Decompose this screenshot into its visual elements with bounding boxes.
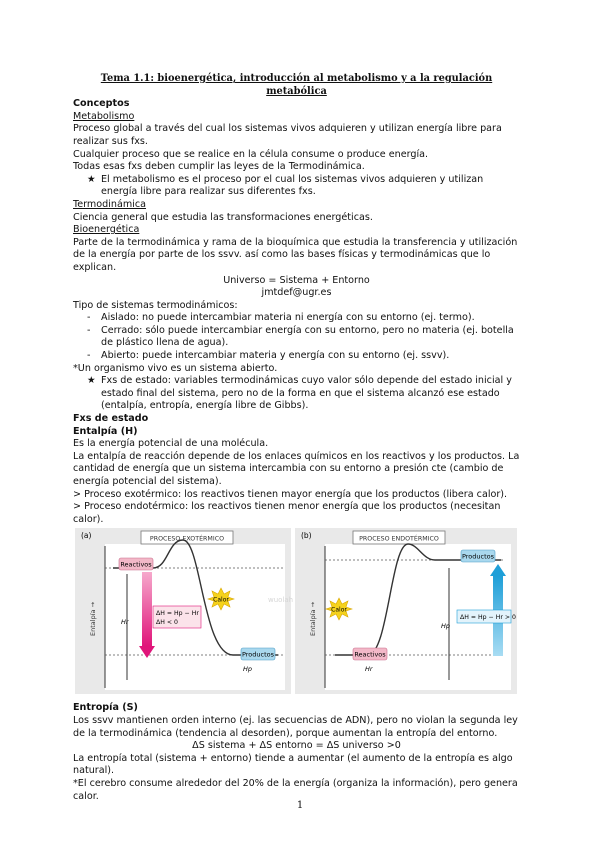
- star-item: [73, 375, 520, 413]
- paragraph: Cualquier proceso que se realice en la célula consume o produce energía.: [73, 148, 429, 160]
- star-item-text: Fxs de estado: variables termodinámicas cuyo valor sólo depende del estado inicial y estado final del sistema, pero no de la forma en que el sistema alcanzó ese estado (entalpía, entropía, energía libre de Gibbs).: [101, 375, 512, 412]
- list-item-text: Cerrado: sólo puede intercambiar energía con su entorno, pero no materia (ej. botella de plástico llena de agua).: [101, 324, 514, 349]
- panel-a-hp-label: Hp: [243, 665, 253, 674]
- paragraph: La entalpía de reacción depende de los enlaces químicos en los reactivos y los productos. La cantidad de energía que un sistema intercambia con su entorno a presión cte (cambio de energía potencial del sistema).: [73, 450, 520, 487]
- panel-a-delta-arrow-shaft: [142, 572, 152, 646]
- panel-b-dh1: ΔH = Hp − Hr > 0: [460, 614, 516, 622]
- panel-a-title: PROCESO EXOTÉRMICO: [149, 535, 225, 543]
- document-page: [73, 73, 520, 803]
- list-item: [73, 350, 520, 363]
- panel-a-reactivos: Reactivos: [120, 560, 152, 569]
- dash-bullet: -: [87, 324, 91, 336]
- star-bullet-icon: ★: [87, 173, 96, 185]
- paragraph: Proceso global a través del cual los sistemas vivos adquieren y utilizan energía libre para realizar sus fxs.: [73, 123, 502, 147]
- panel-a-letter: (a): [81, 531, 92, 541]
- panel-a-dh2: ΔH < 0: [156, 619, 178, 627]
- equation-entropia: ΔS sistema + ΔS entorno = ΔS universo >0: [192, 740, 401, 752]
- panel-a-productos: Productos: [241, 650, 275, 659]
- list-item-text: Abierto: puede intercambiar materia y energía con su entorno (ej. ssvv).: [101, 350, 450, 362]
- equation-universo: Universo = Sistema + Entorno: [223, 274, 370, 286]
- paragraph: > Proceso exotérmico: los reactivos tienen mayor energía que los productos (libera calor).: [73, 488, 508, 500]
- page-title: Tema 1.1: bioenergética, introducción al metabolismo y a la regulación metabólica: [100, 73, 493, 97]
- paragraph: Tipo de sistemas termodinámicos:: [73, 299, 238, 311]
- page-number: 1: [296, 800, 304, 811]
- panel-b-hp-label: Hp: [441, 622, 451, 631]
- star-item-text: El metabolismo es el proceso por el cual los sistemas vivos adquieren y utilizan energía libre para realizar sus diferentes fxs.: [101, 173, 484, 198]
- star-item: [73, 174, 520, 199]
- star-bullet-icon: ★: [87, 375, 96, 387]
- enthalpy-figure: [73, 528, 520, 696]
- paragraph: La entropía total (sistema + entorno) tiende a aumentar (el aumento de la entropía es algo natural).: [73, 752, 513, 777]
- panel-b-productos: Productos: [461, 552, 495, 561]
- heading-entalpia: Entalpía (H): [73, 425, 138, 437]
- panel-b-reactivos: Reactivos: [354, 650, 386, 659]
- note: *El cerebro consume alrededor del 20% de la energía (organiza la información), pero genera calor.: [73, 777, 518, 802]
- paragraph: Ciencia general que estudia las transformaciones energéticas.: [73, 211, 373, 223]
- dash-bullet: -: [87, 312, 91, 324]
- paragraph: > Proceso endotérmico: los reactivos tienen menor energía que los productos (necesitan calor).: [73, 501, 501, 525]
- panel-b-hr-label: Hr: [365, 665, 373, 674]
- panel-b-yaxis: Entalpía →: [309, 602, 317, 637]
- list-item: [73, 312, 520, 325]
- heading-metabolismo: Metabolismo: [73, 110, 135, 122]
- note: *Un organismo vivo es un sistema abierto.: [73, 362, 278, 374]
- panel-b-letter: (b): [301, 531, 312, 541]
- section-conceptos: Conceptos: [73, 98, 130, 110]
- panel-a-yaxis: Entalpía →: [89, 602, 97, 637]
- email-watermark: jmtdef@ugr.es: [261, 287, 332, 299]
- panel-b-title: PROCESO ENDOTÉRMICO: [359, 535, 439, 543]
- panel-a-calor: Calor: [213, 596, 229, 604]
- enthalpy-diagrams: [73, 528, 520, 696]
- panel-endothermic: [295, 528, 517, 694]
- dash-bullet: -: [87, 350, 91, 362]
- heading-entropia: Entropía (S): [73, 702, 138, 714]
- paragraph: Los ssvv mantienen orden interno (ej. las secuencias de ADN), pero no violan la segunda ley de la termodinámica (tendencia al desorden), porque aumentan la entropía del entorno.: [73, 714, 518, 739]
- paragraph: Es la energía potencial de una molécula.: [73, 438, 269, 450]
- panel-a-hr-label: Hr: [121, 618, 129, 627]
- heading-bioenergetica: Bioenergética: [73, 224, 140, 236]
- heading-termodinamica: Termodinámica: [73, 198, 147, 210]
- list-item-text: Aislado: no puede intercambiar materia ni energía con su entorno (ej. termo).: [101, 312, 475, 324]
- panel-exothermic: [75, 528, 294, 694]
- panel-b-calor: Calor: [331, 606, 347, 614]
- figure-watermark: wuolah: [268, 596, 294, 605]
- heading-fxs-estado: Fxs de estado: [73, 413, 149, 425]
- paragraph: Parte de la termodinámica y rama de la bioquímica que estudia la transferencia y utilización de la energía por parte de los ssvv. así como las bases físicas y termodinámicas que lo explican.: [73, 236, 518, 273]
- list-item: [73, 325, 520, 350]
- paragraph: Todas esas fxs deben cumplir las leyes de la Termodinámica.: [73, 161, 365, 173]
- panel-a-dh1: ΔH = Hp − Hr: [156, 610, 199, 618]
